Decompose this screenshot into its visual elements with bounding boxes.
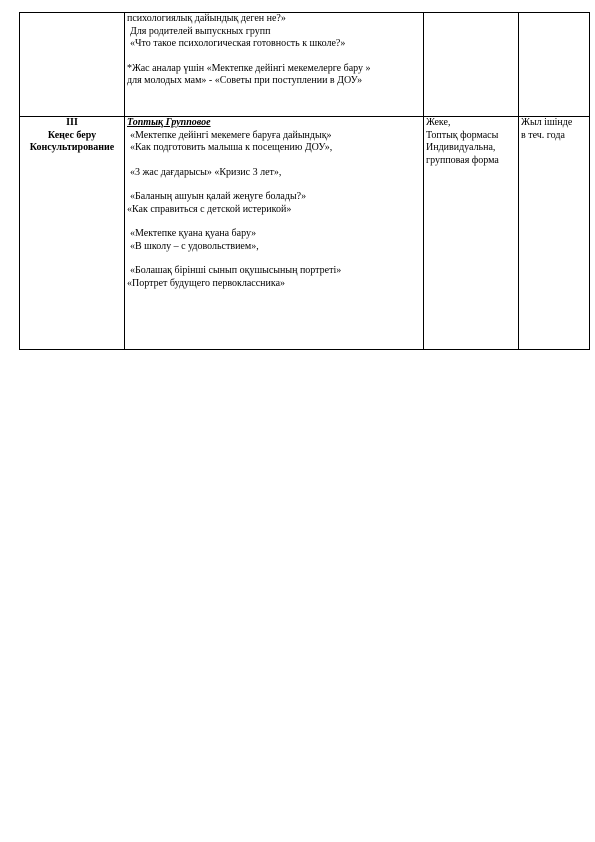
table-row [20,117,590,350]
content-line: «Мектепке қуана қуана бару» [130,228,257,239]
spacer [127,155,421,167]
section-cell [20,117,125,350]
section-number: III [66,117,78,128]
content-line: «Как справиться с детской истерикой» [127,203,292,215]
form-cell [424,13,519,117]
content-line: для молодых мам» - «Советы при поступлении в ДОУ» [127,75,363,86]
spacer [127,216,421,228]
section-cell [20,13,125,117]
form-cell [424,117,519,350]
content-line: Для родителей выпускных групп [130,25,271,37]
content-line: «Что такое психологическая готовность к школе?» [130,38,346,49]
time-line: Жыл ішінде [521,117,573,128]
content-line: «Мектепке дейінгі мекемеге баруға дайындық» [130,129,332,141]
section-title-ru: Консультирование [29,142,115,153]
content-line: психологиялық дайындық деген не?» [127,13,286,24]
form-line: Индивидуальна, [426,142,496,153]
content-line: «Портрет будущего первоклассника» [127,277,286,289]
spacer [127,51,421,63]
spacer [127,179,421,191]
section-title-kz: Кеңес беру [47,129,97,141]
content-line: «Баланың ашуын қалай жеңуге болады?» [130,191,307,202]
time-cell [519,13,590,117]
form-line: Жеке, [426,117,451,128]
content-line: «Болашақ бірінші сынып оқушысының портреті» [130,265,342,276]
content-cell [125,13,424,117]
form-line: групповая форма [426,154,499,166]
time-cell [519,117,590,350]
content-line: «Как подготовить малыша к посещению ДОУ», [130,142,333,153]
content-line: «В школу – с удовольствием», [130,240,259,252]
time-line: в теч. года [521,129,565,141]
table-row [20,13,590,117]
content-line: *Жас аналар үшін «Мектепке дейінгі мекемелерге бару » [127,62,371,74]
content-heading: Топтық Групповое [127,117,211,128]
spacer [127,253,421,265]
content-line: «3 жас дағдарысы» «Кризис 3 лет», [130,166,282,178]
plan-table [19,12,590,350]
content-cell [125,117,424,350]
form-line: Топтық формасы [426,129,499,141]
